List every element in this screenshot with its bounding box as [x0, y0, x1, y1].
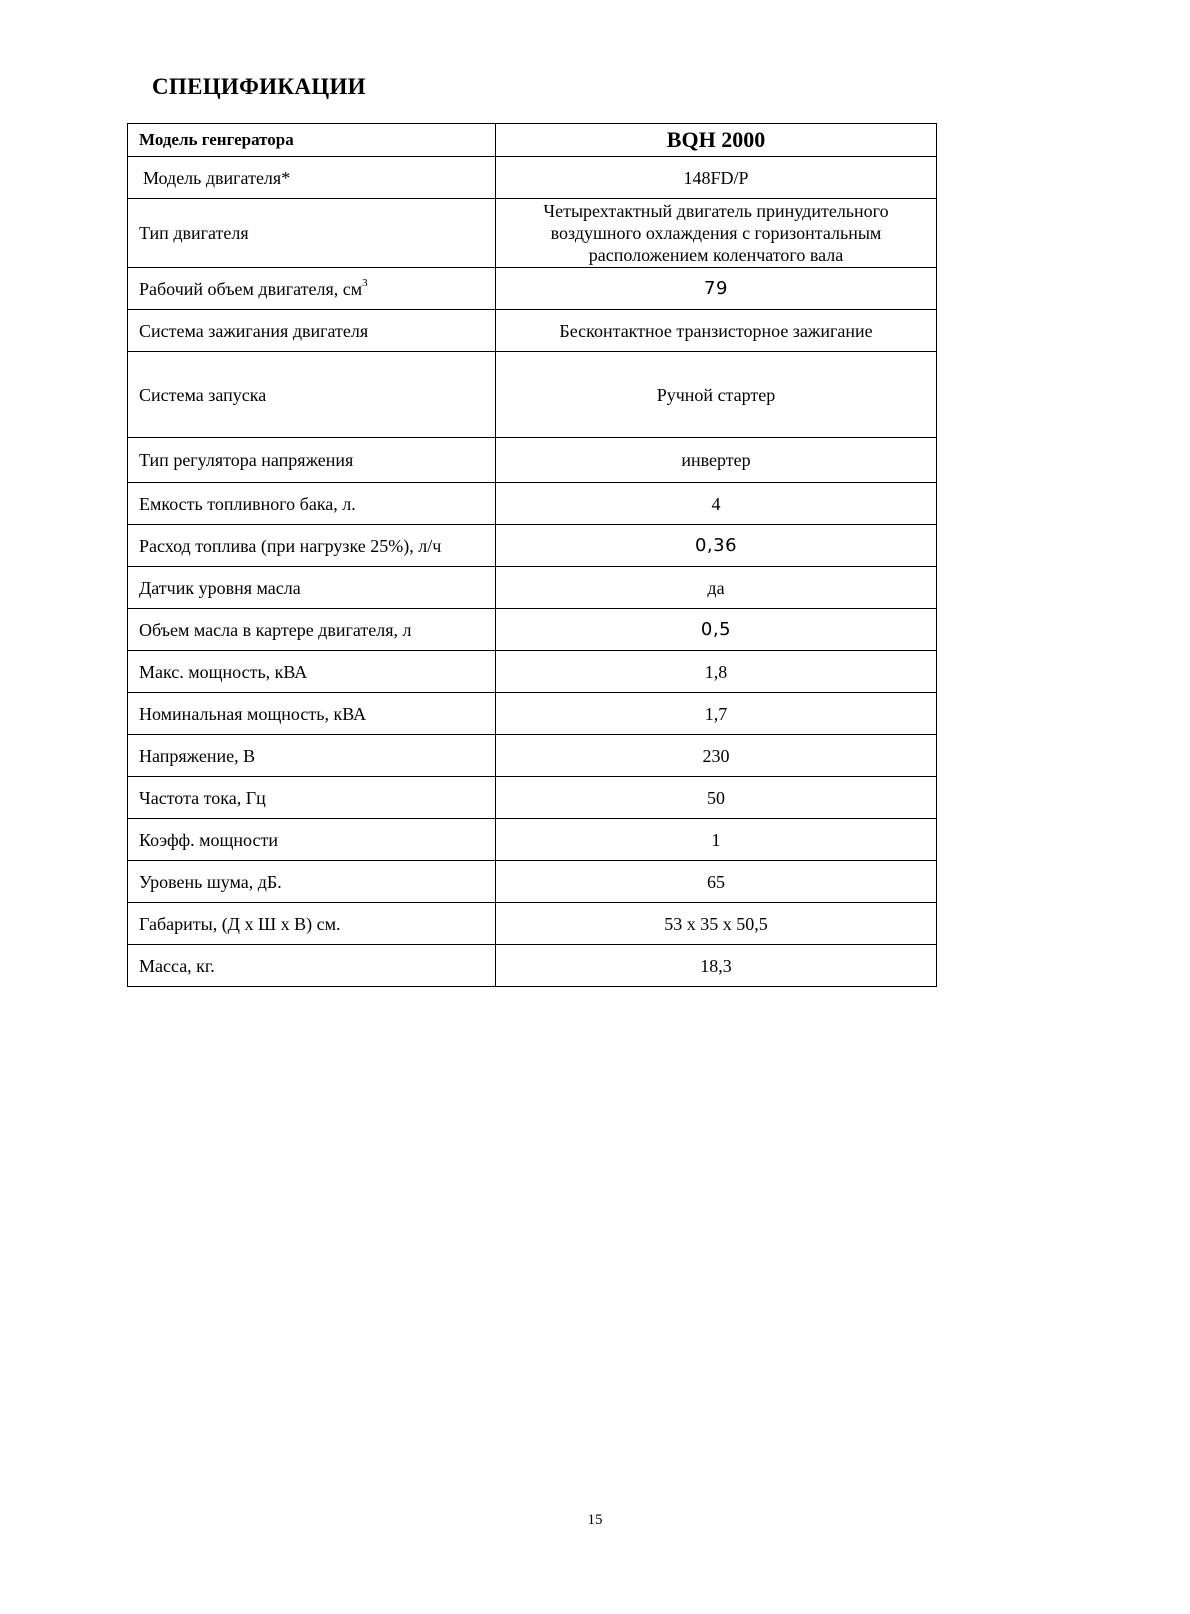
table-row [128, 268, 937, 310]
displacement-value: 79 [496, 268, 937, 310]
oil-volume-label: Объем масла в картере двигателя, л [128, 609, 496, 651]
max-power-value: 1,8 [496, 651, 937, 693]
fuel-consumption-label: Расход топлива (при нагрузке 25%), л/ч [128, 525, 496, 567]
table-row [128, 567, 937, 609]
fuel-tank-value: 4 [496, 483, 937, 525]
noise-level-label: Уровень шума, дБ. [128, 861, 496, 903]
dimensions-value: 53 х 35 х 50,5 [496, 903, 937, 945]
dimensions-label: Габариты, (Д х Ш х В) см. [128, 903, 496, 945]
frequency-label: Частота тока, Гц [128, 777, 496, 819]
table-row [128, 777, 937, 819]
table-row [128, 945, 937, 987]
engine-type-label: Тип двигателя [128, 199, 496, 268]
table-row [128, 483, 937, 525]
frequency-value: 50 [496, 777, 937, 819]
page-title: СПЕЦИФИКАЦИИ [152, 74, 366, 99]
power-factor-value: 1 [496, 819, 937, 861]
max-power-label: Макс. мощность, кВА [128, 651, 496, 693]
fuel-consumption-value: 0,36 [496, 525, 937, 567]
table-row [128, 903, 937, 945]
rated-power-label: Номинальная мощность, кВА [128, 693, 496, 735]
displacement-label [128, 268, 496, 310]
start-system-label: Система запуска [128, 352, 496, 438]
engine-model-label: Модель двигателя* [128, 157, 496, 199]
rated-power-value: 1,7 [496, 693, 937, 735]
table-row [128, 735, 937, 777]
weight-label: Масса, кг. [128, 945, 496, 987]
voltage-regulator-value: инвертер [496, 438, 937, 483]
ignition-system-value: Бесконтактное транзисторное зажигание [496, 310, 937, 352]
voltage-regulator-label: Тип регулятора напряжения [128, 438, 496, 483]
table-row [128, 861, 937, 903]
weight-value: 18,3 [496, 945, 937, 987]
displacement-unit-superscript: 3 [362, 276, 368, 289]
engine-type-value: Четырехтактный двигатель принудительного воздушного охлаждения с горизонтальным расположением коленчатого вала [496, 199, 937, 268]
table-row [128, 525, 937, 567]
table-row [128, 693, 937, 735]
page-number: 15 [587, 1512, 603, 1528]
generator-model-value: BQH 2000 [496, 124, 937, 157]
voltage-value: 230 [496, 735, 937, 777]
fuel-tank-label: Емкость топливного бака, л. [128, 483, 496, 525]
table-row [128, 157, 937, 199]
ignition-system-label: Система зажигания двигателя [128, 310, 496, 352]
table-row [128, 819, 937, 861]
table-row [128, 199, 937, 268]
table-row [128, 310, 937, 352]
power-factor-label: Коэфф. мощности [128, 819, 496, 861]
engine-model-value: 148FD/P [496, 157, 937, 199]
table-row [128, 352, 937, 438]
table-row [128, 651, 937, 693]
generator-model-label: Модель генгератора [128, 124, 496, 157]
table-row [128, 609, 937, 651]
table-header-row [128, 124, 937, 157]
oil-sensor-label: Датчик уровня масла [128, 567, 496, 609]
oil-volume-value: 0,5 [496, 609, 937, 651]
voltage-label: Напряжение, В [128, 735, 496, 777]
noise-level-value: 65 [496, 861, 937, 903]
specifications-table [127, 123, 937, 987]
displacement-label-text: Рабочий объем двигателя, см [139, 278, 363, 299]
table-row [128, 438, 937, 483]
start-system-value: Ручной стартер [496, 352, 937, 438]
oil-sensor-value: да [496, 567, 937, 609]
